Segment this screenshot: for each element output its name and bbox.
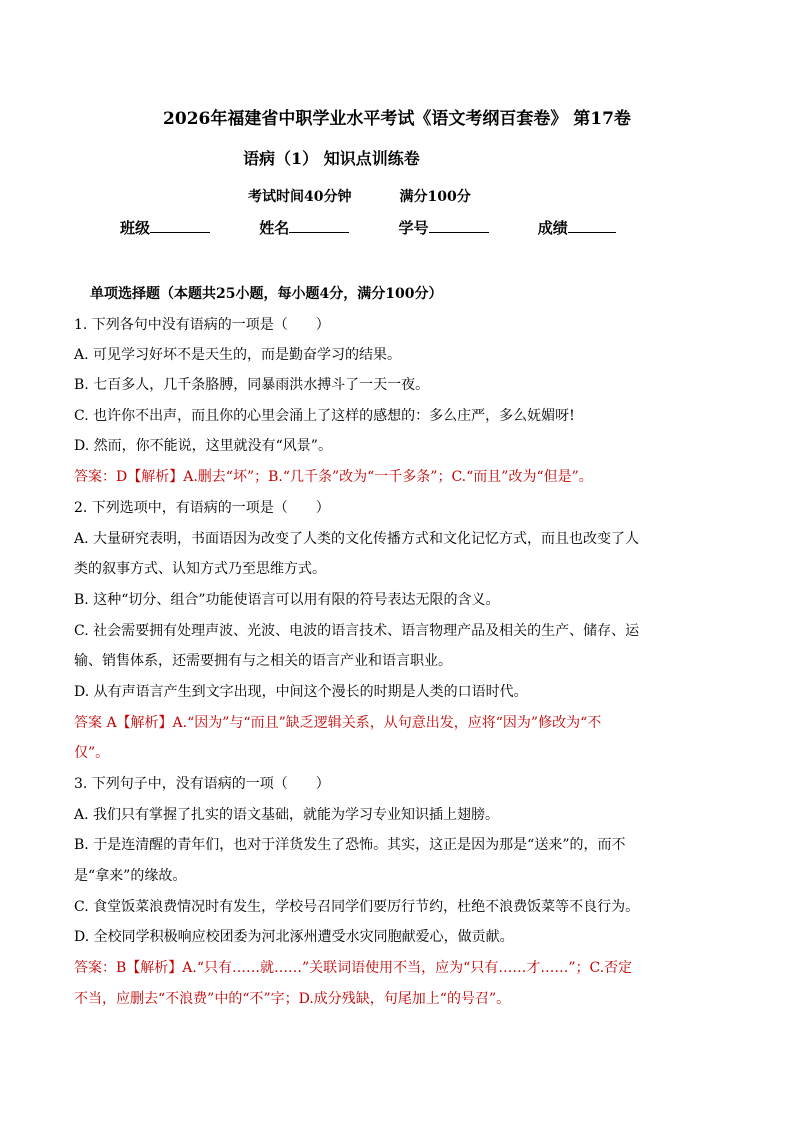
score-field[interactable]: 成绩 (538, 217, 616, 238)
question-1-answer: 答案：D【解析】A.删去“坏”；B.“几千条”改为“一千多条”；C.“而且”改为“但是”。 (74, 469, 593, 485)
question-3-option-d: D. 全校同学积极响应校团委为河北涿州遭受水灾同胞献爱心，做贡献。 (74, 929, 514, 945)
question-1-option-a: A. 可见学习好坏不是天生的，而是勤奋学习的结果。 (74, 347, 402, 363)
question-2-option-d: D. 从有声语言产生到文字出现，中间这个漫长的时期是人类的口语时代。 (74, 684, 528, 700)
question-2-option-b: B. 这种“切分、组合”功能使语言可以用有限的符号表达无限的含义。 (74, 592, 500, 608)
section-heading: 单项选择题（本题共25小题，每小题4分，满分100分） (90, 286, 443, 302)
question-2-option-a: A. 大量研究表明，书面语因为改变了人类的文化传播方式和文化记忆方式，而且也改变了人 (74, 531, 640, 547)
student-id-field[interactable]: 学号 (399, 217, 489, 238)
question-1-option-c: C. 也许你不出声，而且你的心里会涌上了这样的感想的：多么庄严，多么妩媚呀! (74, 408, 575, 424)
question-3-answer-cont: 不当，应删去“不浪费”中的“不”字；D.成分残缺，句尾加上“的号召”。 (74, 991, 511, 1007)
question-3-option-c: C. 食堂饭菜浪费情况时有发生，学校号召同学们要厉行节约，杜绝不浪费饭菜等不良行为。 (74, 899, 640, 915)
name-field[interactable]: 姓名 (259, 217, 349, 238)
question-2-answer: 答案 A【解析】A.“因为”与“而且”缺乏逻辑关系，从句意出发，应将“因为”修改为“不 (74, 715, 602, 731)
question-2-option-c-cont: 输、销售体系，还需要拥有与之相关的语言产业和语言职业。 (74, 653, 452, 669)
question-1-option-d: D. 然而，你不能说，这里就没有“风景”。 (74, 438, 332, 454)
question-1-stem: 1. 下列各句中没有语病的一项是（ ） (74, 317, 330, 333)
student-info-fields (120, 217, 660, 238)
question-2-option-a-cont: 类的叙事方式、认知方式乃至思维方式。 (74, 561, 326, 577)
exam-subtitle: 语病（1） 知识点训练卷 (243, 149, 420, 168)
class-field[interactable]: 班级 (120, 217, 210, 238)
question-2-option-c: C. 社会需要拥有处理声波、光波、电波的语言技术、语言物理产品及相关的生产、储存、运 (74, 623, 640, 639)
exam-score: 满分100分 (399, 189, 471, 205)
exam-info (248, 186, 471, 206)
question-3-answer: 答案：B【解析】A.“只有……就……”关联词语使用不当，应为“只有……才……”；C.否定 (74, 960, 633, 976)
exam-title: 2026年福建省中职学业水平考试《语文考纲百套卷》 第17卷 (163, 109, 631, 129)
question-3-stem: 3. 下列句子中，没有语病的一项（ ） (74, 776, 330, 792)
question-3-option-a: A. 我们只有掌握了扎实的语文基础，就能为学习专业知识插上翅膀。 (74, 807, 500, 823)
question-1-option-b: B. 七百多人，几千条胳膊，同暴雨洪水搏斗了一天一夜。 (74, 377, 430, 393)
question-3-option-b: B. 于是连清醒的青年们，也对于洋货发生了恐怖。其实，这正是因为那是“送来”的，而不 (74, 837, 626, 853)
question-2-stem: 2. 下列选项中，有语病的一项是（ ） (74, 500, 330, 516)
exam-time: 考试时间40分钟 (248, 189, 352, 205)
question-2-answer-cont: 仅”。 (74, 745, 110, 761)
question-3-option-b-cont: 是“拿来”的缘故。 (74, 868, 187, 884)
